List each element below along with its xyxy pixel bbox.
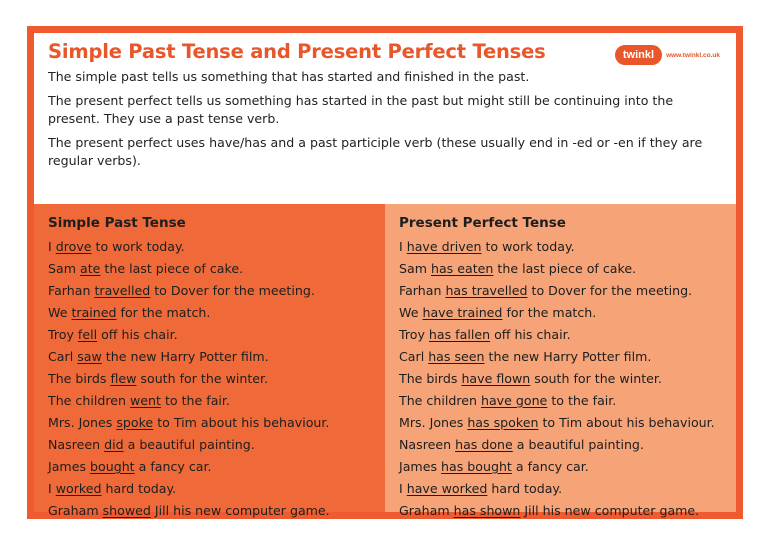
verb-phrase: has shown: [453, 503, 521, 518]
simple-past-column: [34, 204, 385, 518]
sentence-item: [48, 302, 373, 324]
sentence-item: [399, 302, 724, 324]
sentence-end: to Tim about his behaviour.: [538, 415, 715, 430]
verb-phrase: has eaten: [430, 261, 494, 276]
verb-phrase: saw: [77, 349, 102, 364]
sentence-end: to Tim about his behaviour.: [153, 415, 330, 430]
verb-phrase: trained: [71, 305, 117, 320]
sentence-start: Carl: [48, 349, 78, 364]
sentence-end: to the fair.: [160, 393, 230, 408]
sentence-start: Graham: [48, 503, 103, 518]
sentence-item: [48, 280, 373, 302]
verb-phrase: have worked: [406, 481, 488, 496]
sentence-item: [399, 368, 724, 390]
simple-past-list: [48, 236, 373, 522]
sentence-end: to Dover for the meeting.: [527, 283, 693, 298]
sentence-start: We: [399, 305, 423, 320]
verb-phrase: has fallen: [428, 327, 491, 342]
verb-phrase: did: [104, 437, 124, 452]
sentence-item: [399, 280, 724, 302]
sentence-start: Nasreen: [48, 437, 105, 452]
verb-phrase: went: [129, 393, 161, 408]
sentence-end: to the fair.: [547, 393, 617, 408]
sentence-item: [48, 500, 373, 522]
intro-paragraph-1: The simple past tells us something that has started and finished in the past.: [48, 69, 530, 84]
sentence-item: [48, 346, 373, 368]
verb-phrase: have driven: [406, 239, 482, 254]
sentence-start: Graham: [399, 503, 454, 518]
sentence-start: Sam: [48, 261, 80, 276]
sentence-end: to work today.: [91, 239, 185, 254]
sentence-end: to Dover for the meeting.: [150, 283, 315, 298]
sentence-item: [48, 390, 373, 412]
sentence-end: a fancy car.: [511, 459, 589, 474]
sentence-start: James: [399, 459, 442, 474]
sentence-item: [48, 324, 373, 346]
sentence-start: The birds: [48, 371, 111, 386]
verb-phrase: fell: [77, 327, 98, 342]
logo-url: www.twinkl.co.uk: [666, 51, 720, 59]
sentence-end: for the match.: [116, 305, 211, 320]
sentence-end: to work today.: [481, 239, 575, 254]
verb-phrase: ate: [79, 261, 101, 276]
sentence-start: Nasreen: [399, 437, 456, 452]
intro-paragraph-2: The present perfect tells us something has started in the past but might still be continuing into the present. They use a past tense verb.: [48, 93, 674, 126]
sentence-start: The birds: [399, 371, 462, 386]
present-perfect-heading: Present Perfect Tense: [399, 215, 566, 231]
present-perfect-list: [399, 236, 724, 522]
sentence-end: the last piece of cake.: [493, 261, 637, 276]
sentence-item: [399, 500, 724, 522]
sentence-start: I: [48, 481, 56, 496]
verb-phrase: has spoken: [467, 415, 539, 430]
verb-phrase: flew: [110, 371, 137, 386]
sentence-item: [48, 368, 373, 390]
sentence-end: south for the winter.: [530, 371, 662, 386]
sentence-end: Jill his new computer game.: [150, 503, 330, 518]
sentence-start: Farhan: [48, 283, 95, 298]
verb-phrase: has travelled: [445, 283, 528, 298]
sentence-item: [399, 324, 724, 346]
verb-phrase: have gone: [480, 393, 548, 408]
sentence-item: [399, 390, 724, 412]
header-panel: [34, 33, 736, 204]
intro-paragraph-3: The present perfect uses have/has and a past participle verb (these usually end in -ed or -en if they are regular verbs).: [48, 135, 703, 168]
sentence-start: James: [48, 459, 91, 474]
sentence-start: Carl: [399, 349, 429, 364]
sentence-end: a fancy car.: [134, 459, 212, 474]
verb-phrase: drove: [55, 239, 92, 254]
verb-phrase: worked: [55, 481, 102, 496]
sentence-start: Troy: [399, 327, 429, 342]
sentence-item: [399, 346, 724, 368]
poster-frame: [27, 26, 743, 519]
sentence-end: Jill his new computer game.: [520, 503, 700, 518]
sentence-start: I: [48, 239, 56, 254]
verb-phrase: spoke: [116, 415, 154, 430]
sentence-end: hard today.: [101, 481, 177, 496]
sentence-start: The children: [399, 393, 481, 408]
verb-phrase: has bought: [441, 459, 512, 474]
sentence-item: [48, 258, 373, 280]
sentence-start: Sam: [399, 261, 431, 276]
sentence-item: [399, 412, 724, 434]
sentence-item: [48, 434, 373, 456]
verb-phrase: have flown: [461, 371, 531, 386]
sentence-item: [399, 434, 724, 456]
sentence-end: the last piece of cake.: [100, 261, 244, 276]
sentence-end: the new Harry Potter film.: [484, 349, 652, 364]
sentence-start: Farhan: [399, 283, 446, 298]
page-title: Simple Past Tense and Present Perfect Tenses: [48, 40, 546, 63]
sentence-item: [48, 412, 373, 434]
verb-phrase: has seen: [428, 349, 485, 364]
sentence-end: a beautiful painting.: [123, 437, 255, 452]
present-perfect-column: [385, 204, 736, 518]
sentence-start: The children: [48, 393, 130, 408]
sentence-end: off his chair.: [97, 327, 178, 342]
verb-phrase: have trained: [422, 305, 503, 320]
sentence-item: [399, 236, 724, 258]
sentence-item: [48, 478, 373, 500]
verb-phrase: showed: [102, 503, 151, 518]
sentence-end: the new Harry Potter film.: [101, 349, 269, 364]
verb-phrase: bought: [90, 459, 135, 474]
sentence-end: hard today.: [487, 481, 563, 496]
logo-badge: twinkl: [615, 45, 662, 65]
simple-past-heading: Simple Past Tense: [48, 215, 186, 231]
verb-phrase: has done: [455, 437, 513, 452]
sentence-start: I: [399, 239, 407, 254]
sentence-start: Mrs. Jones: [399, 415, 468, 430]
sentence-start: Troy: [48, 327, 78, 342]
sentence-item: [399, 456, 724, 478]
verb-phrase: travelled: [94, 283, 151, 298]
sentence-start: We: [48, 305, 72, 320]
sentence-end: for the match.: [502, 305, 597, 320]
sentence-item: [399, 258, 724, 280]
sentence-item: [399, 478, 724, 500]
sentence-item: [48, 236, 373, 258]
sentence-end: a beautiful painting.: [512, 437, 644, 452]
twinkl-logo: [615, 45, 720, 65]
sentence-start: Mrs. Jones: [48, 415, 117, 430]
sentence-end: off his chair.: [490, 327, 571, 342]
sentence-end: south for the winter.: [136, 371, 269, 386]
sentence-item: [48, 456, 373, 478]
sentence-start: I: [399, 481, 407, 496]
